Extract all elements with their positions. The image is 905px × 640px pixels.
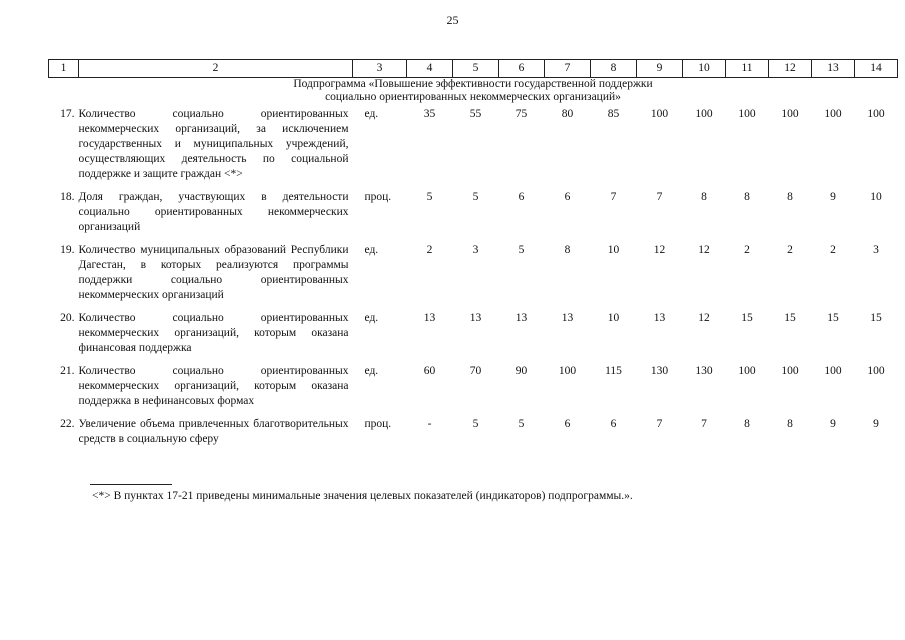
indicator-value: 10 <box>607 312 620 324</box>
indicator-value: 12 <box>653 244 666 256</box>
indicator-value: 100 <box>738 365 756 377</box>
indicator-value: 80 <box>561 108 574 120</box>
indicator-unit: проц. <box>364 418 392 430</box>
indicator-value: 55 <box>469 108 482 120</box>
indicator-value: 10 <box>607 244 620 256</box>
indicator-value: 6 <box>610 418 617 430</box>
indicator-value: 6 <box>518 191 525 203</box>
footnote: <*> В пунктах 17-21 приведены минимальные значения целевых показателей (индикаторов) подпрограммы.». <box>92 490 633 502</box>
column-number-header-cell: 8 <box>591 60 637 78</box>
indicator-value: 5 <box>472 418 479 430</box>
indicator-value: 7 <box>610 191 617 203</box>
indicator-value: 5 <box>472 191 479 203</box>
subprogram-title-line-2: социально ориентированных некоммерческих организаций» <box>325 91 621 103</box>
indicators-table <box>48 59 898 452</box>
indicator-value: 9 <box>873 418 879 430</box>
indicator-value: 100 <box>695 108 713 120</box>
indicator-value: 100 <box>867 108 885 120</box>
indicator-value: 5 <box>518 418 525 430</box>
column-number-header-cell: 13 <box>812 60 855 78</box>
indicator-value: 15 <box>741 312 753 324</box>
indicator-value: 100 <box>558 365 577 377</box>
indicator-value: 100 <box>738 108 756 120</box>
indicator-row <box>49 187 898 240</box>
indicator-value: 13 <box>561 312 574 324</box>
page-number: 25 <box>446 13 459 27</box>
indicator-number: 20. <box>60 312 75 324</box>
indicator-value: 100 <box>824 365 842 377</box>
indicator-unit: ед. <box>364 365 379 377</box>
indicator-description: Доля граждан, участвующих в деятельности социально ориентированных некоммерческих организаций <box>78 191 349 233</box>
indicator-row <box>49 240 898 308</box>
indicator-description: Количество социально ориентированных некоммерческих организаций, которым оказана поддержка в нефинансовых формах <box>78 365 349 407</box>
indicator-value: 3 <box>873 244 879 256</box>
indicator-value: 6 <box>564 418 571 430</box>
indicator-value: 15 <box>870 312 882 324</box>
indicator-unit: ед. <box>364 108 379 120</box>
indicator-value: 6 <box>564 191 571 203</box>
indicator-value: 12 <box>698 244 710 256</box>
column-number-header-cell: 3 <box>353 60 407 78</box>
indicator-number: 18. <box>60 191 75 203</box>
indicator-number: 17. <box>60 108 75 120</box>
column-number-header-cell: 11 <box>726 60 769 78</box>
indicator-value: 9 <box>830 418 836 430</box>
indicator-value: 10 <box>870 191 882 203</box>
column-number-header-cell: 7 <box>545 60 591 78</box>
indicator-value: 8 <box>787 191 793 203</box>
indicator-value: 100 <box>781 108 799 120</box>
indicator-value: 13 <box>469 312 482 324</box>
column-number-header-cell: 5 <box>453 60 499 78</box>
indicator-description: Увеличение объема привлеченных благотворительных средств в социальную сферу <box>78 418 349 445</box>
column-number-header-cell: 12 <box>769 60 812 78</box>
indicator-value: 5 <box>518 244 525 256</box>
indicator-value: 15 <box>784 312 796 324</box>
indicator-value: 15 <box>827 312 839 324</box>
indicator-value: 100 <box>781 365 799 377</box>
indicator-number: 22. <box>60 418 75 430</box>
indicator-value: 13 <box>515 312 528 324</box>
indicator-value: 2 <box>426 244 433 256</box>
indicator-value: 100 <box>867 365 885 377</box>
subprogram-title-row <box>49 78 898 105</box>
indicator-value: 12 <box>698 312 710 324</box>
indicator-value: 2 <box>744 244 750 256</box>
indicator-value: 70 <box>469 365 482 377</box>
indicator-value: 7 <box>701 418 707 430</box>
column-number-header-cell: 2 <box>79 60 353 78</box>
indicator-value: 90 <box>515 365 528 377</box>
column-number-header-cell: 4 <box>407 60 453 78</box>
indicator-description: Количество муниципальных образований Республики Дагестан, в которых реализуются программы поддержки социально ориентированных некоммерческих организаций <box>78 244 349 301</box>
column-number-header <box>49 60 898 78</box>
indicator-value: 8 <box>787 418 793 430</box>
indicator-value: 5 <box>426 191 433 203</box>
indicator-value: 100 <box>650 108 669 120</box>
indicator-description: Количество социально ориентированных некоммерческих организаций, которым оказана финансовая поддержка <box>78 312 349 354</box>
indicator-value: 7 <box>656 191 663 203</box>
indicator-value: 7 <box>656 418 663 430</box>
indicator-value: 130 <box>695 365 713 377</box>
indicator-value: 8 <box>701 191 707 203</box>
indicator-row <box>49 104 898 187</box>
indicator-value: 9 <box>830 191 836 203</box>
indicator-row <box>49 414 898 452</box>
indicator-row <box>49 308 898 361</box>
column-number-header-cell: 9 <box>637 60 683 78</box>
indicator-value: 13 <box>423 312 436 324</box>
indicator-value: - <box>427 418 432 430</box>
column-number-header-cell: 6 <box>499 60 545 78</box>
column-number-header-cell: 1 <box>49 60 79 78</box>
indicator-value: 85 <box>607 108 620 120</box>
indicator-value: 8 <box>564 244 571 256</box>
indicator-unit: ед. <box>364 244 379 256</box>
indicator-value: 8 <box>744 418 750 430</box>
indicator-value: 60 <box>423 365 436 377</box>
indicator-value: 2 <box>830 244 836 256</box>
indicator-value: 35 <box>423 108 436 120</box>
indicator-value: 3 <box>472 244 479 256</box>
indicator-unit: ед. <box>364 312 379 324</box>
indicator-value: 2 <box>787 244 793 256</box>
indicator-row <box>49 361 898 414</box>
column-number-header-cell: 10 <box>683 60 726 78</box>
indicator-value: 130 <box>650 365 669 377</box>
column-number-header-cell: 14 <box>855 60 898 78</box>
indicator-value: 75 <box>515 108 528 120</box>
indicator-description: Количество социально ориентированных некоммерческих организаций, за исключением государственных и муниципальных учреждений, осуществляющих деятельность по социальной поддержке и защите граждан <*> <box>78 108 349 180</box>
footnote-separator <box>90 484 172 485</box>
indicator-value: 115 <box>605 365 622 377</box>
subprogram-title-line-1: Подпрограмма «Повышение эффективности государственной поддержки <box>293 78 653 90</box>
indicator-number: 21. <box>60 365 75 377</box>
indicator-value: 8 <box>744 191 750 203</box>
indicator-number: 19. <box>60 244 75 256</box>
indicator-value: 100 <box>824 108 842 120</box>
indicator-unit: проц. <box>364 191 392 203</box>
indicator-value: 13 <box>653 312 666 324</box>
